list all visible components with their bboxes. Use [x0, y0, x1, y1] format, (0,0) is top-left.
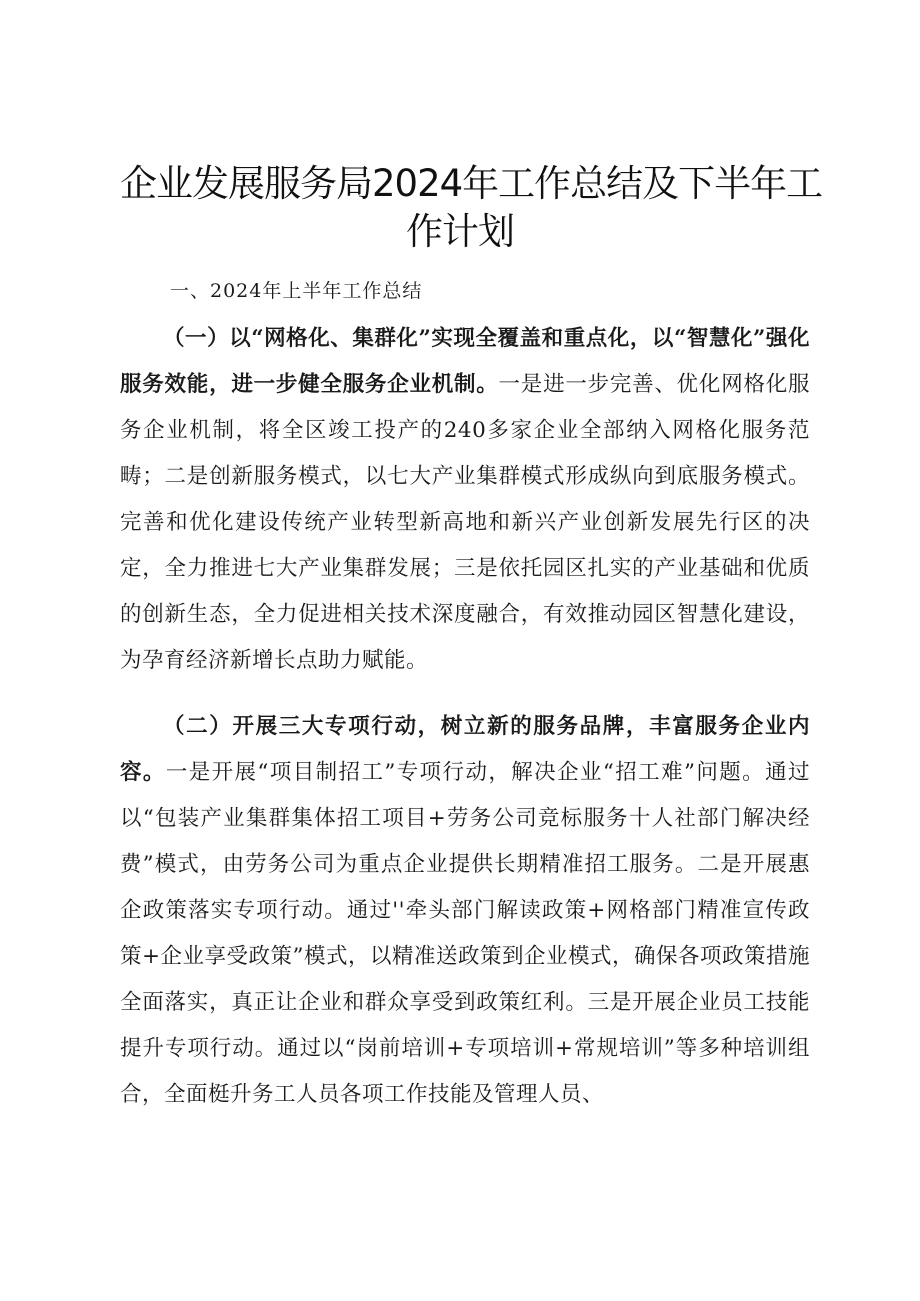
- paragraph-2: [120, 704, 810, 1118]
- document-title: [120, 160, 823, 256]
- section-heading: 一、2024年上半年工作总结: [170, 280, 423, 302]
- paragraph-1: [120, 316, 810, 684]
- title-line-1: 企业发展服务局2024年工作总结及下半年工: [120, 162, 823, 205]
- paragraph-1-body: 一是进一步完善、优化网格化服务企业机制，将全区竣工投产的240多家企业全部纳入网格化服务范畴；二是创新服务模式，以七大产业集群模式形成纵向到底服务模式。完善和优化建设传统产业转型新高地和新兴产业创新发展先行区的决定，全力推进七大产业集群发展；三是依托园区扎实的产业基础和优质的创新生态，全力促进相关技术深度融合，有效推动园区智慧化建设，为孕育经济新增长点助力赋能。: [120, 372, 810, 673]
- paragraph-1-heading: （一）以“网格化、集群化”实现全覆盖和重点化，以“智慧化”强化服务效能，进一步健全服务企业机制。: [120, 326, 810, 397]
- title-line-2: 作计划: [406, 210, 514, 253]
- paragraph-2-heading: （二）开展三大专项行动，树立新的服务品牌，丰富服务企业内容。: [120, 714, 810, 785]
- paragraph-2-body: 一是开展“项目制招工”专项行动，解决企业“招工难”问题。通过以“包装产业集群集体招工项目+劳务公司竞标服务十人社部门解决经费”模式，由劳务公司为重点企业提供长期精准招工服务。二是开展惠企政策落实专项行动。通过''牵头部门解读政策+网格部门精准宣传政策+企业享受政策”模式，以精准送政策到企业模式，确保各项政策措施全面落实，真正让企业和群众享受到政策红利。三是开展企业员工技能提升专项行动。通过以“岗前培训+专项培训+常规培训”等多种培训组合，全面梃升务工人员各项工作技能及管理人员、: [120, 760, 811, 1107]
